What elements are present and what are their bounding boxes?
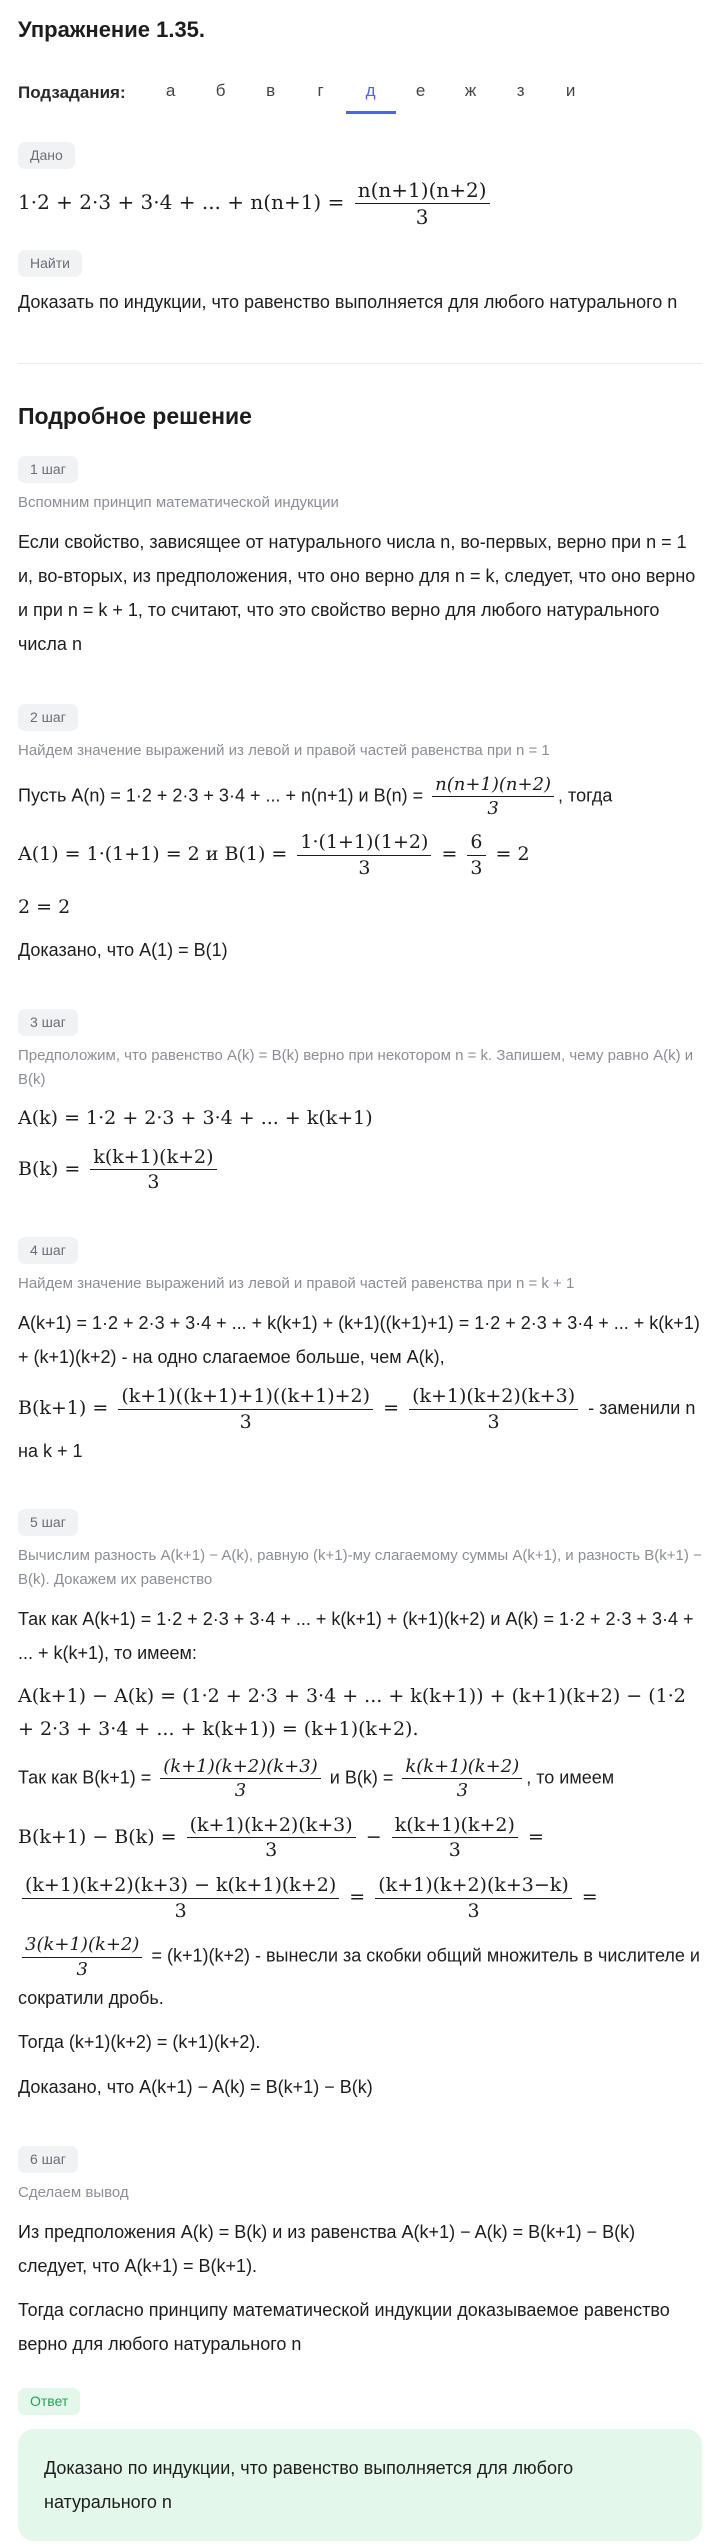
step-5-fraction-7-den: 3 — [76, 1958, 88, 1980]
step-5-fraction-4-num: k(k+1)(k+2) — [392, 1813, 518, 1839]
step-2-fraction-3 — [467, 830, 485, 880]
given-section — [18, 140, 702, 230]
step-2-fraction-3-num: 6 — [467, 830, 485, 856]
answer-text: Доказано по индукции, что равенство выполняется для любого натурального n — [44, 2457, 574, 2512]
step-4-fraction-2 — [409, 1384, 578, 1434]
given-fraction-num: n(n+1)(n+2) — [355, 177, 490, 204]
step-4-fraction-1-num: (k+1)((k+1)+1)((k+1)+2) — [118, 1384, 373, 1410]
find-text: Доказать по индукции, что равенство выполняется для любого натурального n — [18, 291, 678, 312]
solution-title: Подробное решение — [18, 402, 252, 429]
step-2-fraction-2 — [297, 830, 431, 880]
step-2 — [18, 702, 702, 968]
step-5-fraction-6-num: (k+1)(k+2)(k+3−k) — [375, 1873, 571, 1899]
step-2-line-4: Доказано, что A(1) = B(1) — [18, 940, 228, 961]
step-3-line-1: A(k) = 1·2 + 2·3 + 3·4 + ... + k(k+1) — [18, 1107, 373, 1130]
step-1-chip: 1 шаг — [18, 456, 78, 483]
step-5-line-5 — [18, 1873, 702, 1923]
step-5-fraction-5 — [22, 1873, 339, 1923]
step-5-line-1: Так как A(k+1) = 1·2 + 2·3 + 3·4 + ... + k(k+1) + (k+1)(k+2) и A(k) = 1·2 + 2·3 + 3·4 + ... + k(k+1), то имеем: — [18, 1608, 694, 1664]
tab-e[interactable]: е — [415, 80, 426, 100]
step-5-line-3 — [18, 1755, 702, 1803]
step-6 — [18, 2144, 702, 2362]
subtask-tabs — [18, 71, 702, 114]
step-2-fraction-1-den: 3 — [487, 798, 499, 819]
step-6-line-2: Тогда согласно принципу математической индукции доказываемое равенство верно для любого натурального n — [18, 2300, 670, 2355]
step-2-fraction-1-num: n(n+1)(n+2) — [432, 773, 554, 797]
step-2-title: Найдем значение выражений из левой и правой частей равенства при n = 1 — [18, 741, 550, 759]
step-1 — [18, 454, 702, 662]
step-3 — [18, 1007, 702, 1195]
given-formula — [18, 177, 702, 230]
step-2-fraction-2-num: 1·(1+1)(1+2) — [297, 830, 431, 856]
step-5-equals-2: = — [349, 1886, 366, 1909]
step-2-line-2-tail: = 2 — [495, 843, 530, 866]
tab-zh[interactable]: ж — [464, 80, 477, 100]
step-5-fraction-1 — [160, 1755, 320, 1803]
step-5-line-6 — [18, 1933, 702, 2015]
step-6-chip: 6 шаг — [18, 2146, 78, 2173]
step-5-line-8: Доказано, что A(k+1) − A(k) = B(k+1) − B(k) — [18, 2076, 373, 2097]
step-5-minus: − — [365, 1825, 382, 1848]
step-3-chip: 3 шаг — [18, 1009, 78, 1036]
step-5-line-7: Тогда (k+1)(k+2) = (k+1)(k+2). — [18, 2032, 261, 2053]
step-5-fraction-5-den: 3 — [174, 1899, 187, 1922]
step-5-equals-3: = — [581, 1886, 598, 1909]
step-4-line-1: A(k+1) = 1·2 + 2·3 + 3·4 + ... + k(k+1) + (k+1)((k+1)+1) = 1·2 + 2·3 + 3·4 + ... + k(k+1) + (k+1)(k+2) - на одно слагаемое больше, чем A(k), — [18, 1312, 700, 1368]
step-4-title: Найдем значение выражений из левой и правой частей равенства при n = k + 1 — [18, 1274, 575, 1292]
step-5-fraction-2-num: k(k+1)(k+2) — [402, 1755, 522, 1779]
tab-v[interactable]: в — [266, 80, 276, 100]
step-5-line-3-mid: и B(k) = — [329, 1767, 394, 1788]
step-2-chip: 2 шаг — [18, 704, 78, 731]
given-chip: Дано — [18, 142, 75, 169]
step-2-fraction-1 — [432, 773, 554, 821]
step-5-line-6-tail: = (k+1)(k+2) - вынесли за скобки общий множитель в числителе и сократили дробь. — [18, 1946, 700, 2009]
step-5-fraction-7-num: 3(k+1)(k+2) — [22, 1933, 142, 1957]
step-4-line-2 — [18, 1384, 702, 1467]
given-formula-left: 1·2 + 2·3 + 3·4 + ... + n(n+1) = — [18, 189, 345, 214]
step-5-fraction-6 — [375, 1873, 571, 1923]
step-2-line-1 — [18, 773, 702, 821]
tab-b[interactable]: б — [215, 80, 226, 100]
step-6-line-1: Из предположения A(k) = B(k) и из равенства A(k+1) − A(k) = B(k+1) − B(k) следует, что A(k+1) = B(k+1). — [18, 2221, 636, 2276]
step-2-fraction-2-den: 3 — [358, 857, 371, 880]
step-4 — [18, 1235, 702, 1467]
step-3-title: Предположим, что равенство A(k) = B(k) верно при некотором n = k. Запишем, чему равно A(k) и B(k) — [18, 1047, 694, 1089]
step-5-fraction-7 — [22, 1933, 142, 1981]
subtasks-label: Подзадания: — [18, 82, 126, 102]
step-3-fraction-den: 3 — [147, 1171, 160, 1194]
find-section — [18, 248, 702, 319]
step-5-fraction-6-den: 3 — [467, 1899, 480, 1922]
step-5-chip: 5 шаг — [18, 1509, 78, 1536]
step-2-fraction-3-den: 3 — [470, 857, 483, 880]
step-3-fraction — [90, 1145, 216, 1195]
step-2-line-3: 2 = 2 — [18, 895, 71, 918]
step-2-line-2 — [18, 830, 702, 880]
given-fraction-den: 3 — [415, 204, 429, 229]
step-3-line-2-text: B(k) = — [18, 1157, 81, 1180]
step-5-line-4 — [18, 1813, 702, 1863]
divider — [18, 363, 702, 364]
tab-a[interactable]: а — [165, 80, 176, 100]
step-5-line-3-text: Так как B(k+1) = — [18, 1767, 152, 1788]
step-1-text: Если свойство, зависящее от натурального числа n, во‑первых, верно при n = 1 и, во‑вторых, из предположения, что оно верно для n = k, следует, что оно верно и при n = k + 1, то считают, что это свойство верно для любого натурального числа n — [18, 531, 696, 655]
step-5-fraction-3-num: (k+1)(k+2)(k+3) — [187, 1813, 356, 1839]
step-4-line-2-tail: - заменили n на k + 1 — [18, 1398, 696, 1461]
step-4-chip: 4 шаг — [18, 1237, 78, 1264]
step-5-fraction-4-den: 3 — [448, 1839, 461, 1862]
answer-chip: Ответ — [18, 2388, 80, 2415]
step-5-fraction-1-den: 3 — [234, 1780, 247, 1802]
step-2-line-1-text: Пусть A(n) = 1·2 + 2·3 + 3·4 + ... + n(n+1) и B(n) = — [18, 785, 424, 806]
answer-section — [18, 2386, 702, 2541]
step-5-fraction-4 — [392, 1813, 518, 1863]
step-4-fraction-1 — [118, 1384, 373, 1434]
step-2-line-1-tail: , тогда — [558, 785, 613, 806]
step-3-line-2 — [18, 1145, 702, 1195]
tab-g[interactable]: г — [317, 80, 324, 100]
find-chip: Найти — [18, 250, 82, 277]
step-5-fraction-2 — [402, 1755, 522, 1803]
step-3-fraction-num: k(k+1)(k+2) — [90, 1145, 216, 1171]
tab-d[interactable]: д — [346, 71, 396, 114]
step-4-line-2-text: B(k+1) = — [18, 1397, 109, 1420]
step-5-fraction-1-num: (k+1)(k+2)(k+3) — [160, 1755, 320, 1779]
step-4-fraction-1-den: 3 — [239, 1410, 252, 1433]
step-5-equals-1: = — [527, 1825, 544, 1848]
step-5-fraction-2-den: 3 — [456, 1780, 469, 1802]
step-4-equals: = — [383, 1397, 400, 1420]
step-5-fraction-3 — [187, 1813, 356, 1863]
step-5-fraction-3-den: 3 — [265, 1839, 278, 1862]
step-2-line-2-text: A(1) = 1·(1+1) = 2 и B(1) = — [18, 843, 288, 866]
tab-i[interactable]: и — [565, 80, 576, 100]
step-5-line-4-text: B(k+1) − B(k) = — [18, 1825, 177, 1848]
answer-box — [18, 2429, 702, 2541]
step-5-title: Вычислим разность A(k+1) − A(k), равную (k+1)-му слагаемому суммы A(k+1), и разность B(k+1) − B(k). Докажем их равенство — [18, 1546, 702, 1588]
step-6-title: Сделаем вывод — [18, 2183, 129, 2201]
step-5 — [18, 1507, 702, 2104]
step-1-title: Вспомним принцип математической индукции — [18, 493, 339, 511]
step-2-equals: = — [441, 843, 458, 866]
tab-z[interactable]: з — [516, 80, 525, 100]
step-4-fraction-2-den: 3 — [487, 1410, 500, 1433]
step-5-line-2: A(k+1) − A(k) = (1·2 + 2·3 + 3·4 + ... + k(k+1)) + (k+1)(k+2) − (1·2 + 2·3 + 3·4 + ... + k(k+1)) = (k+1)(k+2). — [18, 1685, 686, 1740]
given-fraction — [355, 177, 490, 230]
step-5-line-3-tail: , то имеем — [526, 1767, 615, 1788]
page-title: Упражнение 1.35. — [18, 17, 206, 42]
step-4-fraction-2-num: (k+1)(k+2)(k+3) — [409, 1384, 578, 1410]
step-5-fraction-5-num: (k+1)(k+2)(k+3) − k(k+1)(k+2) — [22, 1873, 339, 1899]
